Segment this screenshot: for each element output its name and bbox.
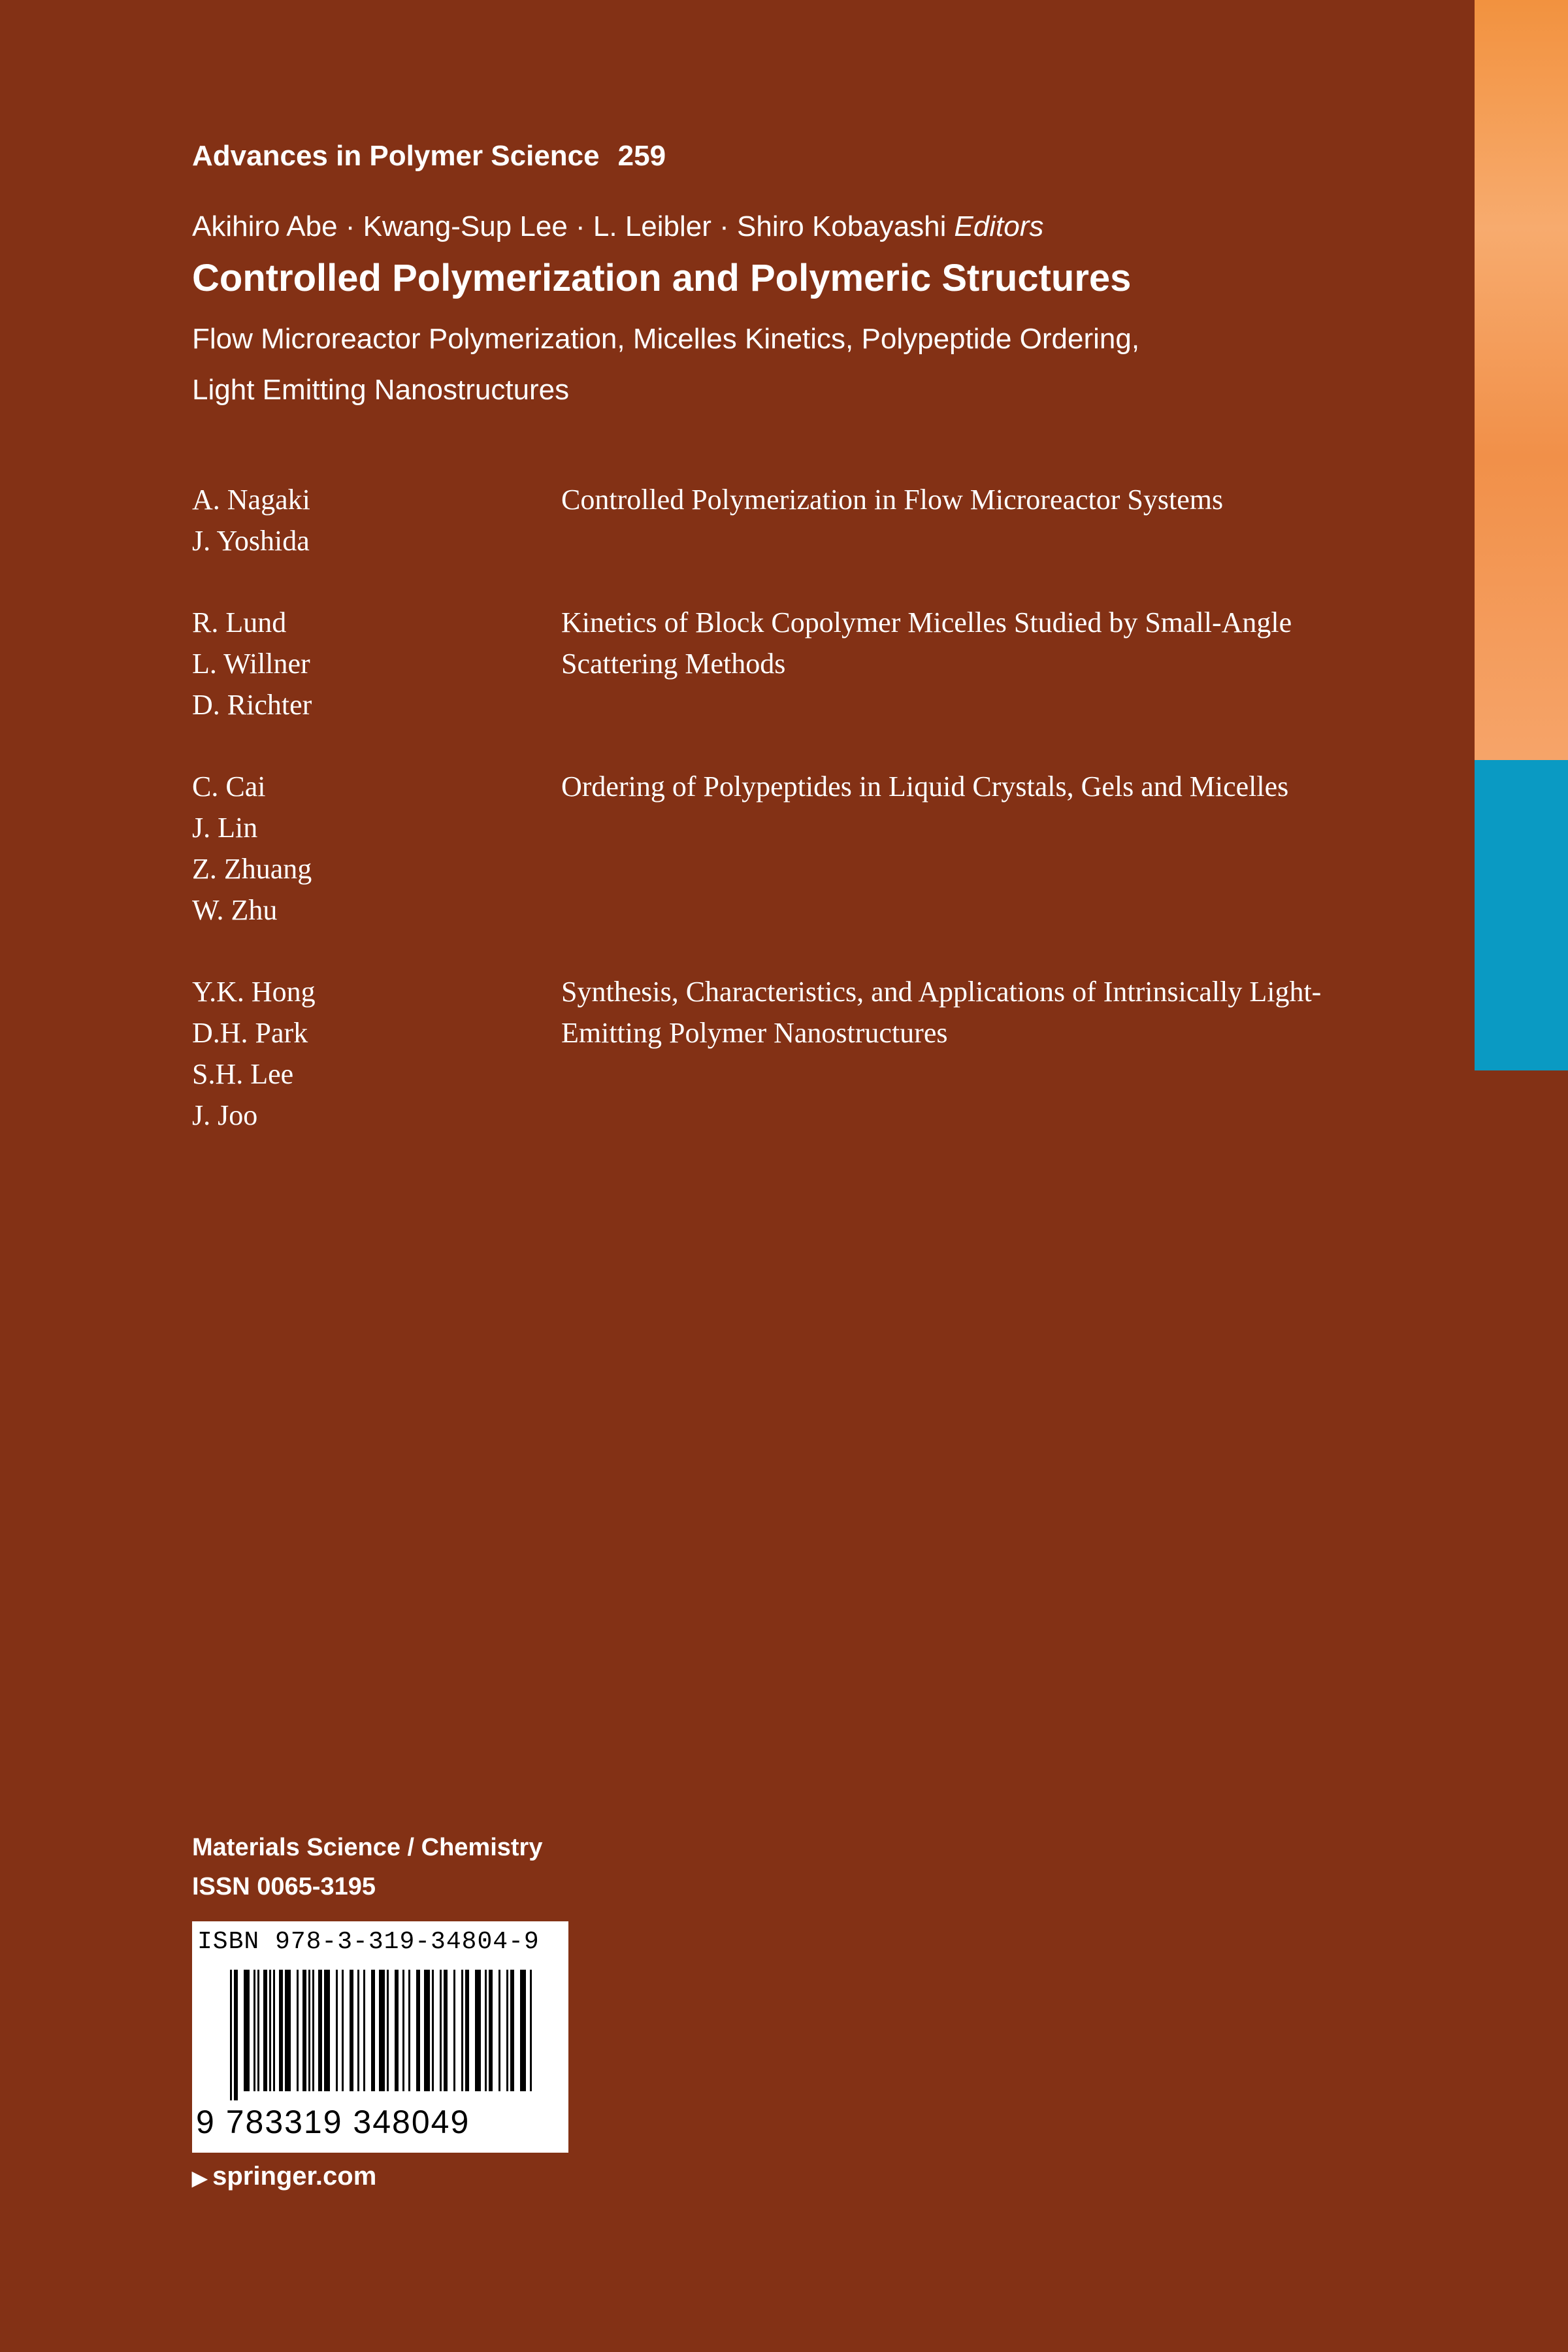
- editor-names: Akihiro Abe · Kwang-Sup Lee · L. Leibler · Shiro Kobayashi: [192, 210, 947, 242]
- author-name: W. Zhu: [192, 894, 278, 926]
- barcode-bar: [363, 1970, 365, 2091]
- barcode-bar: [318, 1970, 322, 2091]
- author-name: C. Cai: [192, 770, 266, 803]
- barcode-bar: [342, 1970, 344, 2091]
- entry-title: Kinetics of Block Copolymer Micelles Studied by Small-Angle Scattering Methods: [561, 606, 1292, 680]
- blue-accent-stripe: [1475, 760, 1568, 1070]
- contents-entry: [192, 971, 1368, 1136]
- barcode-bar: [279, 1970, 283, 2091]
- entry-authors: [192, 602, 558, 725]
- barcode-bar: [395, 1970, 399, 2091]
- author-name: R. Lund: [192, 606, 287, 638]
- author-name: J. Yoshida: [192, 525, 310, 557]
- series-name: Advances in Polymer Science: [192, 140, 600, 172]
- ean-digits: 9 783319 348049: [196, 2104, 470, 2140]
- contents-entry: [192, 602, 1368, 725]
- series-heading: [192, 140, 666, 173]
- barcode-bar: [485, 1970, 487, 2091]
- barcode-bar: [530, 1970, 532, 2091]
- author-name: Z. Zhuang: [192, 853, 312, 885]
- barcode-bar: [402, 1970, 404, 2091]
- contents-entry: [192, 479, 1368, 561]
- barcode-graphic: [192, 1963, 568, 2102]
- barcode-bar: [453, 1970, 455, 2091]
- isbn-barcode: [192, 1921, 568, 2153]
- barcode-bar: [312, 1970, 314, 2091]
- author-name: L. Willner: [192, 648, 310, 680]
- entry-authors: [192, 971, 558, 1136]
- barcode-bar: [520, 1970, 526, 2091]
- barcode-bar: [253, 1970, 255, 2091]
- contents-entry: [192, 766, 1368, 931]
- barcode-bar: [371, 1970, 375, 2091]
- barcode-bar: [297, 1970, 299, 2091]
- barcode-bar: [308, 1970, 310, 2091]
- barcode-bar: [269, 1970, 271, 2091]
- barcode-bar: [444, 1970, 448, 2091]
- author-name: A. Nagaki: [192, 484, 310, 516]
- author-name: D.H. Park: [192, 1017, 308, 1049]
- barcode-bar: [506, 1970, 508, 2091]
- issn-number: ISSN 0065-3195: [192, 1873, 376, 1900]
- barcode-bar: [475, 1970, 481, 2091]
- barcode-bar: [510, 1970, 514, 2091]
- entry-title: Controlled Polymerization in Flow Microreactor Systems: [561, 484, 1224, 516]
- barcode-bar: [273, 1970, 275, 2091]
- barcode-bar: [263, 1970, 267, 2091]
- entry-authors: [192, 479, 558, 561]
- publisher-website-link[interactable]: [192, 2162, 376, 2191]
- book-subtitle: Flow Microreactor Polymerization, Micelles Kinetics, Polypeptide Ordering, Light Emitting Nanostructures: [192, 323, 1140, 406]
- barcode-bar: [230, 1970, 232, 2100]
- series-volume: 259: [617, 140, 666, 172]
- barcode-bar: [408, 1970, 410, 2091]
- barcode-bar: [302, 1970, 306, 2091]
- entry-authors: [192, 766, 558, 931]
- barcode-bar: [498, 1970, 500, 2091]
- barcode-bar: [387, 1970, 389, 2091]
- barcode-bar: [234, 1970, 238, 2100]
- website-label: springer.com: [212, 2162, 377, 2191]
- entry-title: Ordering of Polypeptides in Liquid Crystals, Gels and Micelles: [561, 770, 1289, 803]
- barcode-bar: [424, 1970, 430, 2091]
- barcode-bar: [324, 1970, 330, 2091]
- barcode-bar: [257, 1970, 259, 2091]
- barcode-bar: [379, 1970, 385, 2091]
- barcode-bar: [465, 1970, 469, 2091]
- author-name: S.H. Lee: [192, 1058, 294, 1090]
- barcode-bar: [461, 1970, 463, 2091]
- barcode-bar: [357, 1970, 359, 2091]
- barcode-bar: [489, 1970, 493, 2091]
- editors-role: Editors: [954, 210, 1044, 242]
- subject-category: Materials Science / Chemistry: [192, 1834, 543, 1861]
- entry-title: Synthesis, Characteristics, and Applications of Intrinsically Light-Emitting Polymer Nanostructures: [561, 976, 1322, 1049]
- book-title: Controlled Polymerization and Polymeric Structures: [192, 257, 1132, 299]
- orange-accent-stripe: [1475, 0, 1568, 760]
- barcode-bar: [350, 1970, 353, 2091]
- author-name: Y.K. Hong: [192, 976, 316, 1008]
- play-arrow-icon: ▶: [192, 2168, 208, 2189]
- barcode-bar: [416, 1970, 420, 2091]
- barcode-bar: [432, 1970, 434, 2091]
- author-name: D. Richter: [192, 689, 312, 721]
- barcode-bar: [285, 1970, 291, 2091]
- barcode-bar: [244, 1970, 250, 2091]
- author-name: J. Lin: [192, 812, 258, 844]
- table-of-contents: [192, 479, 1368, 1176]
- barcode-bar: [336, 1970, 338, 2091]
- editors-line: [192, 210, 1043, 243]
- author-name: J. Joo: [192, 1099, 258, 1131]
- barcode-bar: [440, 1970, 442, 2091]
- isbn-label: ISBN 978-3-319-34804-9: [197, 1928, 540, 1956]
